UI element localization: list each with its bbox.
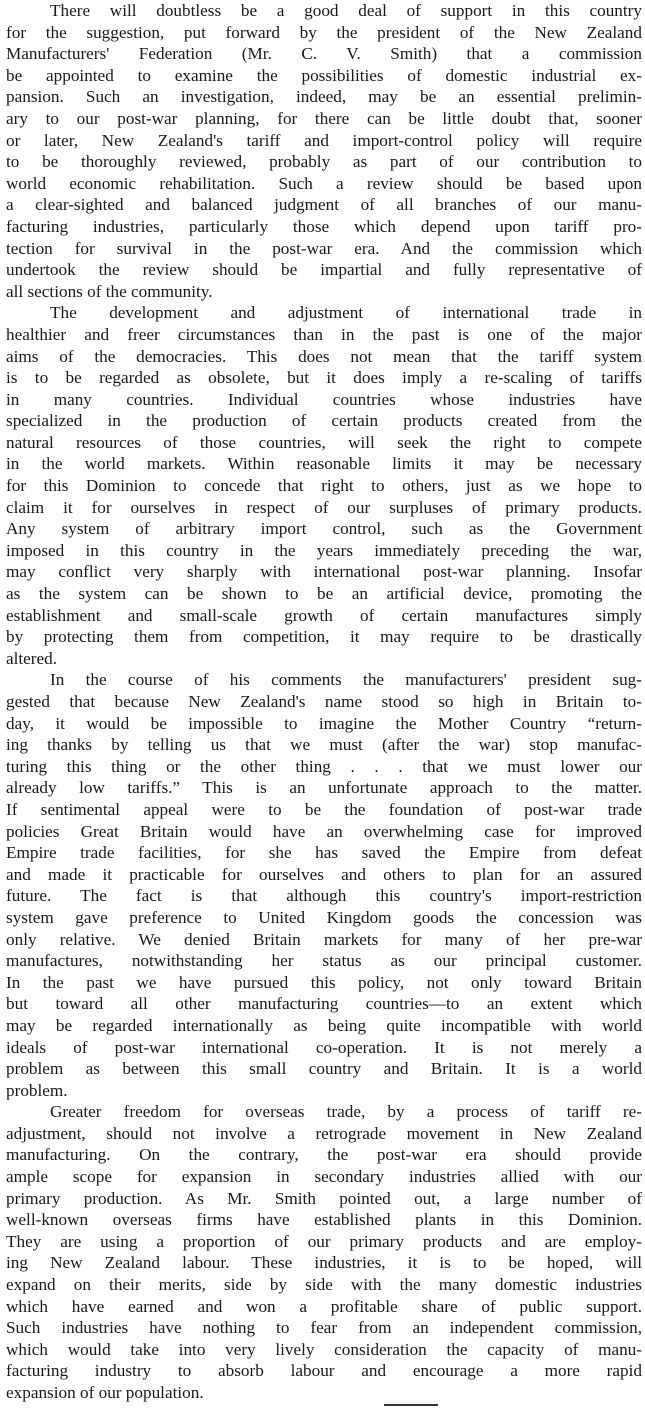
text-line: Any system of arbitrary import control, such as the Government bbox=[6, 519, 642, 539]
text-line: claim it for ourselves in respect of our surpluses of primary products. bbox=[6, 497, 642, 517]
text-line: specialized in the production of certain products created from the bbox=[6, 411, 642, 431]
article-paragraph bbox=[6, 302, 642, 669]
text-line: problem as between this small country and Britain. It is a world bbox=[6, 1059, 642, 1079]
text-line: tection for survival in the post-war era. And the commission which bbox=[6, 238, 642, 258]
text-line: well-known overseas firms have established plants in this Dominion. bbox=[6, 1210, 642, 1230]
text-line: for the suggestion, put forward by the president of the New Zealand bbox=[6, 22, 642, 42]
text-line: all sections of the community. bbox=[6, 281, 213, 301]
text-line: If sentimental appeal were to be the foundation of post-war trade bbox=[6, 799, 642, 819]
text-line: already low tariffs.” This is an unfortunate approach to the matter. bbox=[6, 778, 642, 798]
text-line: policies Great Britain would have an overwhelming case for improved bbox=[6, 821, 642, 841]
text-line: manufacturing. On the contrary, the post-war era should provide bbox=[6, 1145, 642, 1165]
text-line: Greater freedom for overseas trade, by a process of tariff re- bbox=[50, 1102, 642, 1122]
text-line: which would take into very lively consideration the capacity of manu- bbox=[6, 1339, 642, 1359]
text-line: expand on their merits, side by side with the many domestic industries bbox=[6, 1275, 642, 1295]
text-line: healthier and freer circumstances than in the past is one of the major bbox=[6, 324, 642, 344]
text-line: by protecting them from competition, it may require to be drastically bbox=[6, 627, 642, 647]
text-line: only relative. We denied Britain markets for many of her pre-war bbox=[6, 929, 642, 949]
text-line: and made it practicable for ourselves and others to plan for an assured bbox=[6, 864, 642, 884]
text-line: aims of the democracies. This does not mean that the tariff system bbox=[6, 346, 642, 366]
text-line: The development and adjustment of international trade in bbox=[50, 303, 642, 323]
text-line: for this Dominion to concede that right to others, just as we hope to bbox=[6, 476, 642, 496]
article-paragraph bbox=[6, 669, 642, 1101]
text-line: is to be regarded as obsolete, but it does imply a re-scaling of tariffs bbox=[6, 368, 642, 388]
text-line: may conflict very sharply with international post-war planning. Insofar bbox=[6, 562, 642, 582]
text-line: may be regarded internationally as being quite incompatible with world bbox=[6, 1015, 642, 1035]
article-paragraph bbox=[6, 1101, 642, 1403]
end-of-article-rule bbox=[384, 1404, 438, 1406]
text-line: a clear-sighted and balanced judgment of all branches of our manu- bbox=[6, 195, 642, 215]
text-line: in the world markets. Within reasonable limits it may be necessary bbox=[6, 454, 642, 474]
text-line: day, it would be impossible to imagine the Mother Country “return- bbox=[6, 713, 642, 733]
text-line: Empire trade facilities, for she has saved the Empire from defeat bbox=[6, 843, 642, 863]
text-line: establishment and small-scale growth of certain manufactures simply bbox=[6, 605, 642, 625]
text-line: system gave preference to United Kingdom goods the concession was bbox=[6, 907, 642, 927]
text-line: ideals of post-war international co-operation. It is not merely a bbox=[6, 1037, 642, 1057]
text-line: turing this thing or the other thing . . . that we must lower our bbox=[6, 756, 642, 776]
text-line: ing New Zealand labour. These industries, it is to be hoped, will bbox=[6, 1253, 642, 1273]
text-line: facturing industry to absorb labour and encourage a more rapid bbox=[6, 1361, 642, 1381]
text-line: in many countries. Individual countries whose industries have bbox=[6, 389, 642, 409]
text-line: but toward all other manufacturing countries—to an extent which bbox=[6, 994, 642, 1014]
text-line: In the course of his comments the manufacturers' president sug- bbox=[50, 670, 642, 690]
text-line: facturing industries, particularly those which depend upon tariff pro- bbox=[6, 216, 642, 236]
text-line: as the system can be shown to be an artificial device, promoting the bbox=[6, 584, 642, 604]
text-line: They are using a proportion of our primary products and are employ- bbox=[6, 1231, 642, 1251]
text-line: natural resources of those countries, will seek the right to compete bbox=[6, 432, 642, 452]
text-line: future. The fact is that although this country's import-restriction bbox=[6, 886, 642, 906]
text-line: ing thanks by telling us that we must (after the war) stop manufac- bbox=[6, 735, 642, 755]
text-line: or later, New Zealand's tariff and import-control policy will require bbox=[6, 130, 642, 150]
text-line: pansion. Such an investigation, indeed, may be an essential prelimin- bbox=[6, 87, 642, 107]
text-line: manufactures, notwithstanding her status as our principal customer. bbox=[6, 951, 642, 971]
text-line: Such industries have nothing to fear from an independent commission, bbox=[6, 1318, 642, 1338]
text-line: altered. bbox=[6, 648, 58, 668]
text-line: In the past we have pursued this policy, not only toward Britain bbox=[6, 972, 642, 992]
text-line: ample scope for expansion in secondary industries allied with our bbox=[6, 1167, 642, 1187]
text-line: be appointed to examine the possibilities of domestic industrial ex- bbox=[6, 65, 642, 85]
text-line: gested that because New Zealand's name stood so high in Britain to- bbox=[6, 692, 642, 711]
text-line: There will doubtless be a good deal of support in this country bbox=[50, 1, 642, 20]
text-line: adjustment, should not involve a retrograde movement in New Zealand bbox=[6, 1123, 642, 1143]
article-paragraph bbox=[6, 0, 642, 302]
text-line: Manufacturers' Federation (Mr. C. V. Smith) that a commission bbox=[6, 44, 642, 64]
text-line: problem. bbox=[6, 1080, 68, 1100]
text-line: which have earned and won a profitable share of public support. bbox=[6, 1296, 642, 1316]
text-line: undertook the review should be impartial and fully representative of bbox=[6, 260, 642, 280]
text-line: ary to our post-war planning, for there can be little doubt that, sooner bbox=[6, 108, 642, 128]
text-line: expansion of our population. bbox=[6, 1383, 204, 1402]
article-column bbox=[6, 0, 642, 1404]
text-line: primary production. As Mr. Smith pointed out, a large number of bbox=[6, 1188, 642, 1208]
text-line: to be thoroughly reviewed, probably as part of our contribution to bbox=[6, 152, 642, 172]
text-line: imposed in this country in the years immediately preceding the war, bbox=[6, 540, 642, 560]
text-line: world economic rehabilitation. Such a review should be based upon bbox=[6, 173, 642, 193]
